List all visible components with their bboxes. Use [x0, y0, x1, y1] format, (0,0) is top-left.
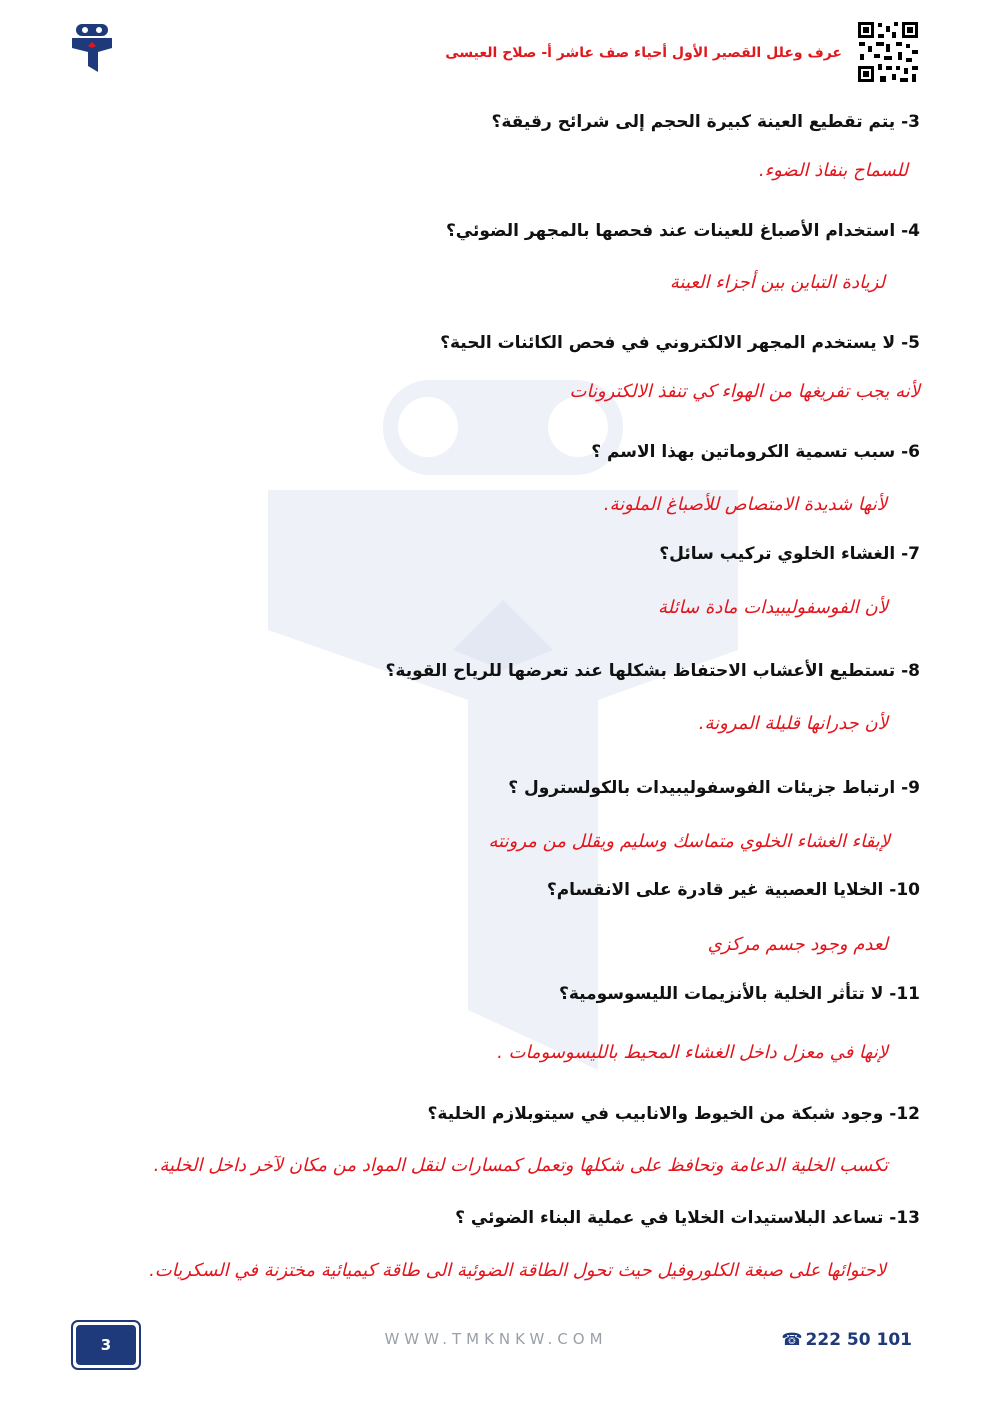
question-8: 8- تستطيع الأعشاب الاحتفاظ بشكلها عند تعرضها للرياح القوية؟: [385, 661, 920, 681]
answer-11: لإنها في معزل داخل الغشاء المحيط بالليسوسومات .: [497, 1042, 888, 1063]
website-link[interactable]: WWW.TMKNKW.COM: [384, 1330, 608, 1348]
question-9: 9- ارتباط جزيئات الفوسفوليبيدات بالكولسترول ؟: [508, 778, 920, 798]
answer-4: لزيادة التباين بين أجزاء العينة: [669, 272, 885, 293]
qr-code-icon: [856, 20, 920, 84]
question-13: 13- تساعد البلاستيدات الخلايا في عملية البناء الضوئي ؟: [455, 1208, 920, 1228]
answer-5: لأنه يجب تفريغها من الهواء كي تنفذ الالكترونات: [569, 381, 920, 402]
document-title: عرف وعلل القصير الأول أحياء صف عاشر أ- صلاح العيسى: [445, 45, 842, 61]
question-5: 5- لا يستخدم المجهر الالكتروني في فحص الكائنات الحية؟: [440, 333, 920, 353]
phone-number: 222 50 101: [805, 1330, 912, 1350]
question-3: 3- يتم تقطيع العينة كبيرة الحجم إلى شرائح رقيقة؟: [491, 112, 920, 132]
question-6: 6- سبب تسمية الكروماتين بهذا الاسم ؟: [591, 442, 920, 462]
question-10: 10- الخلايا العصبية غير قادرة على الانقسام؟: [546, 880, 920, 900]
question-7: 7- الغشاء الخلوي تركيب سائل؟: [659, 544, 920, 564]
answer-9: لإبقاء الغشاء الخلوي متماسك وسليم ويقلل من مرونته: [488, 831, 890, 852]
answer-6: لأنها شديدة الامتصاص للأصباغ الملونة.: [603, 494, 887, 515]
question-12: 12- وجود شبكة من الخيوط والانابيب في سيتوبلازم الخلية؟: [427, 1104, 920, 1124]
watermark-logo-icon: [268, 370, 738, 1070]
question-11: 11- لا تتأثر الخلية بالأنزيمات الليسوسومية؟: [559, 984, 920, 1004]
phone-contact[interactable]: [781, 1330, 912, 1350]
answer-10: لعدم وجود جسم مركزي: [707, 934, 888, 955]
answer-13: لاحتوائها على صبغة الكلوروفيل حيث تحول الطاقة الضوئية الى طاقة كيميائية مختزنة في السكريات.: [149, 1260, 886, 1281]
answer-3: للسماح بنفاذ الضوء.: [758, 160, 908, 181]
answer-12: تكسب الخلية الدعامة وتحافظ على شكلها وتعمل كمسارات لنقل المواد من مكان لآخر داخل الخلية.: [153, 1155, 888, 1176]
answer-7: لأن الفوسفوليبيدات مادة سائلة: [658, 597, 888, 618]
answer-8: لأن جدرانها قليلة المرونة.: [698, 713, 888, 734]
page-number: 3: [76, 1325, 136, 1365]
question-4: 4- استخدام الأصباغ للعينات عند فحصها بالمجهر الضوئي؟: [445, 221, 920, 241]
tmkn-logo-icon: [72, 22, 112, 74]
phone-icon: ☎: [781, 1330, 803, 1350]
